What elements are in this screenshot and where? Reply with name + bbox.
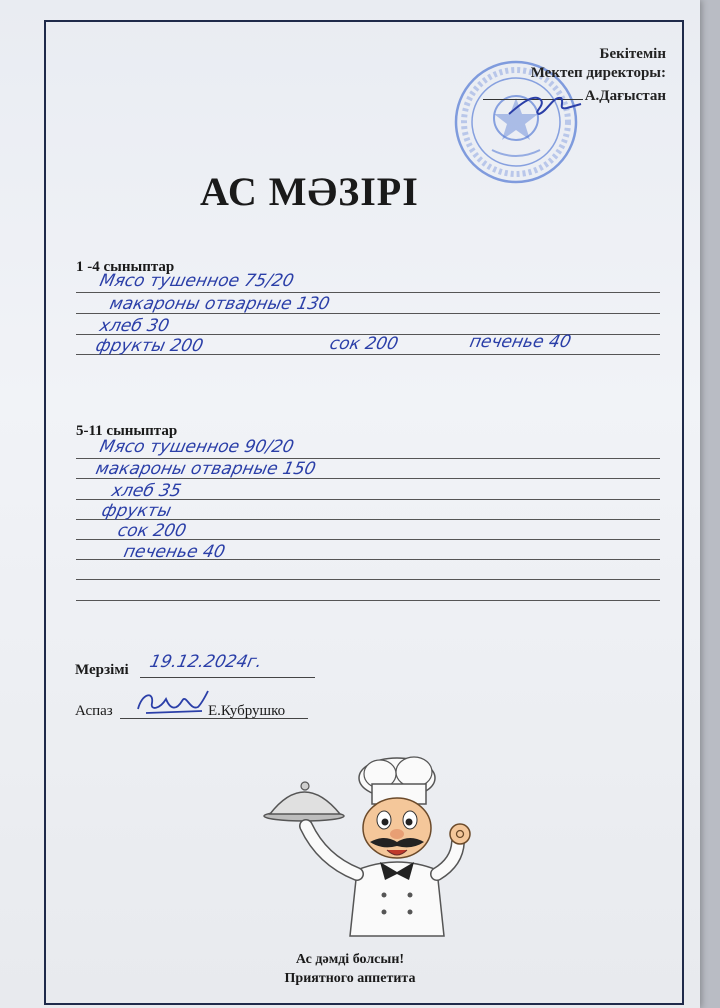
closing-russian: Приятного аппетита <box>284 971 416 986</box>
approval-position: Мектеп директоры: <box>530 65 666 81</box>
menu-entry: хлеб 35 <box>109 481 184 501</box>
cook-name: Е.Кубрушко <box>208 703 286 719</box>
menu-entry: макароны отварные 130 <box>107 294 332 314</box>
menu-entry: сок 200 <box>115 521 189 541</box>
ruled-line <box>76 579 660 580</box>
approval-heading: Бекітемін <box>599 46 666 62</box>
date-value: 19.12.2024г. <box>147 652 264 672</box>
section-label-5-11: 5-11 сыныптар <box>76 423 178 439</box>
page-title: АС МӘЗІРІ <box>200 169 419 214</box>
closing-kazakh: Ас дәмді болсын! <box>295 952 405 967</box>
director-signature-icon <box>505 90 585 120</box>
menu-entry: фрукты 200 <box>93 336 205 356</box>
menu-entry: макароны отварные 150 <box>93 459 318 479</box>
approval-director: А.Дағыстан <box>483 87 666 106</box>
menu-entry: печенье 40 <box>467 332 573 352</box>
menu-entry: печенье 40 <box>121 542 227 562</box>
cook-signature-icon <box>132 685 212 721</box>
section-label-1-4: 1 -4 сыныптар <box>76 259 175 275</box>
menu-entry: Мясо тушенное 75/20 <box>97 271 296 291</box>
date-underline <box>140 677 315 678</box>
menu-entry: Мясо тушенное 90/20 <box>97 437 296 457</box>
ruled-line <box>76 600 660 601</box>
date-label: Мерзімі <box>75 662 129 678</box>
chef-mascot-icon <box>262 750 477 940</box>
cook-label: Аспаз <box>75 703 113 719</box>
menu-entry: фрукты <box>99 501 174 521</box>
menu-entry: сок 200 <box>327 334 401 354</box>
ruled-line <box>76 292 660 293</box>
menu-entry: хлеб 30 <box>97 316 172 336</box>
